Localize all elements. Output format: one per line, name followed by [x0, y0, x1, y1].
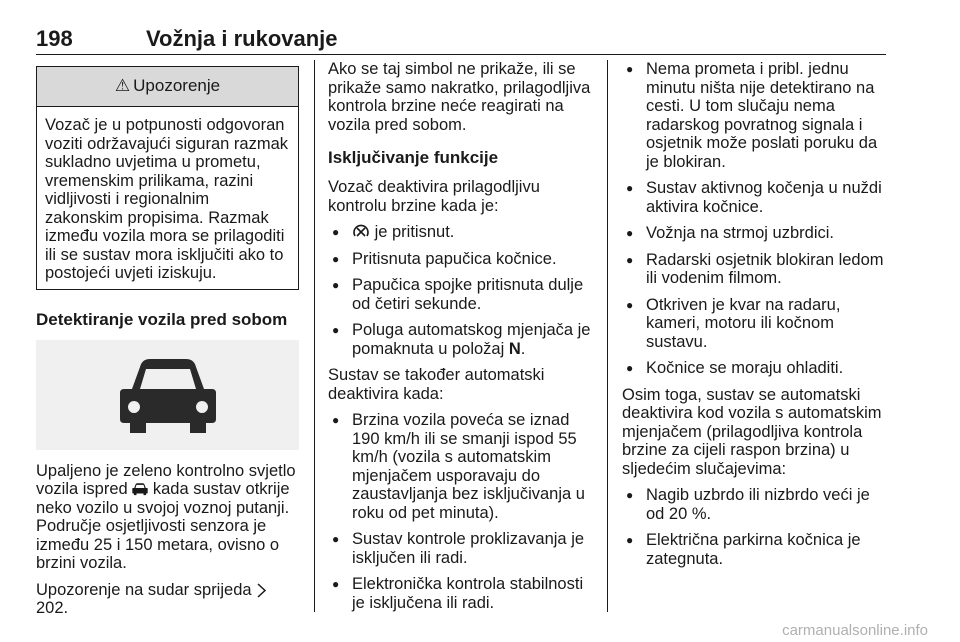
column-middle: [328, 60, 593, 620]
page-header: [36, 24, 886, 55]
paragraph-intro-auto: Sustav se također automatski deaktivira kada:: [328, 366, 545, 403]
warning-triangle-icon: ⚠: [114, 76, 131, 96]
list-item: ● Poluga automatskog mjenjača je pomaknuta u položaj N.: [328, 321, 593, 358]
deactivation-list-driver: [328, 223, 593, 358]
list-item: ● je pritisnut.: [328, 223, 593, 242]
list-item: ● Nagib uzbrdo ili nizbrdo veći je od 20 %.: [622, 486, 888, 523]
column-divider: [607, 60, 608, 612]
paragraph-reference: Upozorenje na sudar sprijeda 202.: [36, 581, 299, 618]
watermark: carmanualsonline.info: [782, 622, 928, 639]
column-divider: [314, 60, 315, 612]
list-item: ● Nema prometa i pribl. jednu minutu ništa nije detektirano na cesti. U tom slučaju nema radarskog povratnog signala i osjetnik može poslati poruku da je blokiran.: [622, 60, 888, 171]
vehicle-ahead-icon: [132, 482, 148, 496]
page-reference-arrow-icon: [256, 583, 267, 598]
section-heading-deactivation: Isključivanje funkcije: [328, 148, 499, 167]
paragraph-intro: Vozač deaktivira prilagodljivu kontrolu brzine kada je:: [328, 178, 540, 215]
column-left: [36, 60, 299, 626]
list-item: ● Sustav aktivnog kočenja u nuždi aktivira kočnice.: [622, 179, 888, 216]
list-item: ● Kočnice se moraju ohladiti.: [622, 359, 888, 378]
list-item: ● Vožnja na strmoj uzbrdici.: [622, 224, 888, 243]
chapter-title: Vožnja i rukovanje: [146, 26, 338, 51]
vehicle-ahead-icon: [118, 355, 218, 435]
paragraph-indicator: Upaljeno je zeleno kontrolno svjetlo vozila ispred kada sustav otkrije neko vozilo u svojoj voznoj putanji. Područje osjetljivosti senzora je između 25 i 150 metara, ovisno o brzini vozila.: [36, 461, 296, 572]
list-item: ● Papučica spojke pritisnuta dulje od četiri sekunde.: [328, 276, 593, 313]
list-item: ● Brzina vozila poveća se iznad 190 km/h ili se smanji ispod 55 km/h (vozila s automatskim mjenjačem usporavaju do zaustavljanja bez isključivanja u roku od pet minuta).: [328, 411, 593, 522]
deactivation-list-auto: [328, 411, 593, 612]
warning-header: [37, 67, 298, 107]
list-item: ● Pritisnuta papučica kočnice.: [328, 250, 593, 269]
page-number: 198: [36, 26, 73, 51]
list-item: ● Otkriven je kvar na radaru, kameri, motoru ili kočnom sustavu.: [622, 296, 888, 352]
warning-text: Vozač je u potpunosti odgovoran voziti održavajući siguran razmak sukladno uvjetima u prometu, vremenskim prilikama, razini vidljivosti i regionalnim zakonskim propisima. Razmak između vozila mora se prilagoditi ili se sustav mora isključiti ako to postojeći uvjeti iziskuju.: [45, 116, 289, 282]
column-right: [622, 60, 888, 576]
cruise-cancel-icon: [352, 224, 370, 240]
paragraph-symbol-note: Ako se taj simbol ne prikaže, ili se prikaže samo nakratko, prilagodljiva kontrola brzine neće reagirati na vozila pred sobom.: [328, 60, 591, 134]
list-item: ● Radarski osjetnik blokiran ledom ili vodenim filmom.: [622, 251, 888, 288]
vehicle-ahead-illustration: [36, 340, 299, 450]
section-heading-detection: Detektiranje vozila pred sobom: [36, 309, 288, 329]
warning-box: [36, 66, 299, 290]
warning-title: Upozorenje: [133, 76, 221, 96]
list-item: ● Električna parkirna kočnica je zategnuta.: [622, 531, 888, 568]
deactivation-list-automatic: [622, 486, 888, 568]
deactivation-list-continued: [622, 60, 888, 378]
list-item: ● Sustav kontrole proklizavanja je isključen ili radi.: [328, 530, 593, 567]
list-item: ● Elektronička kontrola stabilnosti je isključena ili radi.: [328, 575, 593, 612]
paragraph-automatic: Osim toga, sustav se automatski deaktivira kod vozila s automatskim mjenjačem (prilagodljiva kontrola brzine za cijeli raspon brzina) u sljedećim slučajevima:: [622, 385, 882, 478]
